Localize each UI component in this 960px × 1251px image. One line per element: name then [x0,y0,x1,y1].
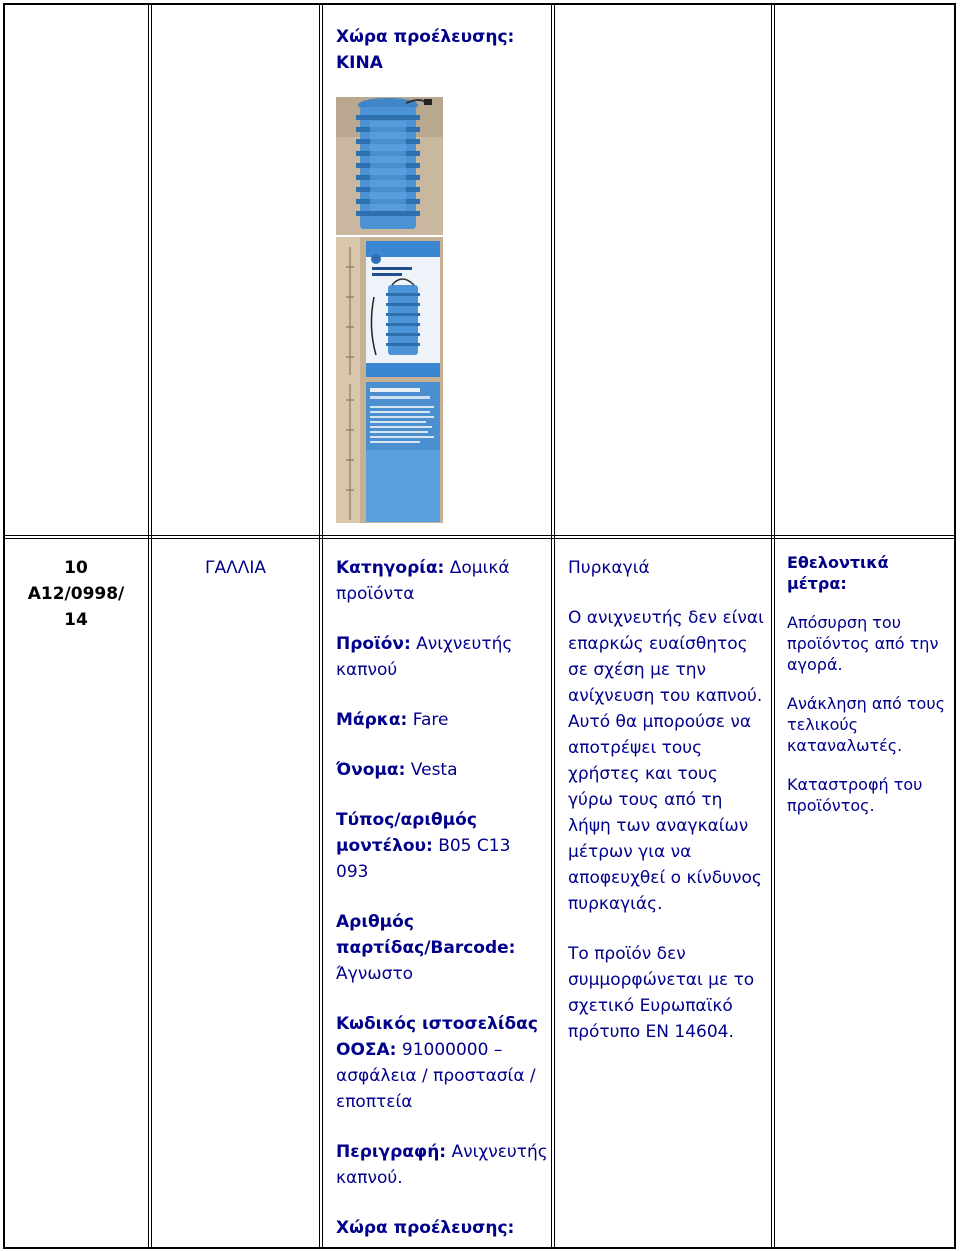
oecd-label: Κωδικός ιστοσελίδας ΟΟΣΑ: [336,1014,538,1060]
brand-value: Fare [412,710,449,730]
number-line2: A12/0998/ [27,584,125,604]
product-value: Ανιχνευτής καπνού [336,634,513,680]
number-line1: 10 [64,558,88,578]
risk-details [568,555,764,1069]
top-origin [336,24,546,76]
description-label: Περιγραφή: [336,1142,447,1162]
origin-value: ΚΙΝΑ [336,53,383,73]
product-box-photo [336,237,443,380]
origin-label: Χώρα προέλευσης: [336,27,515,47]
model-label: Τύπος/αριθμός μοντέλου: [336,810,477,856]
risk-paragraph1: Ο ανιχνευτής δεν είναι επαρκώς ευαίσθητος σε σχέση με την ανίχνευση του καπνού. Αυτό θα μπορούσε να αποτρέψει τους χρήστες και τους γύρω τους από τη λήψη των αναγκαίων μέτρων για να αποφευχθεί ο κίνδυνος πυρκαγιάς. [568,608,764,914]
category-value: Δομικά προϊόντα [336,558,510,604]
box-back-photo [336,380,443,523]
measures-item3: Καταστροφή του προϊόντος. [787,775,923,815]
product-details [336,555,548,1241]
measures [787,552,949,816]
oecd-value: 91000000 – ασφάλεια / προστασία / εποπτεία [336,1040,536,1112]
number-line3: 14 [64,610,88,630]
row-origin-label: Χώρα προέλευσης: [336,1218,515,1238]
description-value: Ανιχνευτής καπνού. [336,1142,548,1188]
batch-label: Αριθμός παρτίδας/Barcode: [336,912,516,958]
product-label: Προϊόν: [336,634,411,654]
measures-label: Εθελοντικά μέτρα: [787,553,889,593]
mosquito-lamp-photo [336,97,443,235]
measures-item2: Ανάκληση από τους τελικούς καταναλωτές. [787,694,945,755]
risk-paragraph2: Το προϊόν δεν συμμορφώνεται με το σχετικό Ευρωπαϊκό πρότυπο ΕΝ 14604. [568,944,755,1042]
category-label: Κατηγορία: [336,558,445,578]
notifying-country [152,555,319,581]
brand-label: Μάρκα: [336,710,408,730]
notification-number [8,555,144,633]
risk-type: Πυρκαγιά [568,558,650,578]
name-value: Vesta [410,760,458,780]
country-value: ΓΑΛΛΙΑ [204,558,266,578]
model-value: B05 C13 093 [336,836,511,882]
name-label: Όνομα: [336,760,406,780]
measures-item1: Απόσυρση του προϊόντος από την αγορά. [787,613,939,674]
batch-value: Άγνωστο [336,964,413,984]
